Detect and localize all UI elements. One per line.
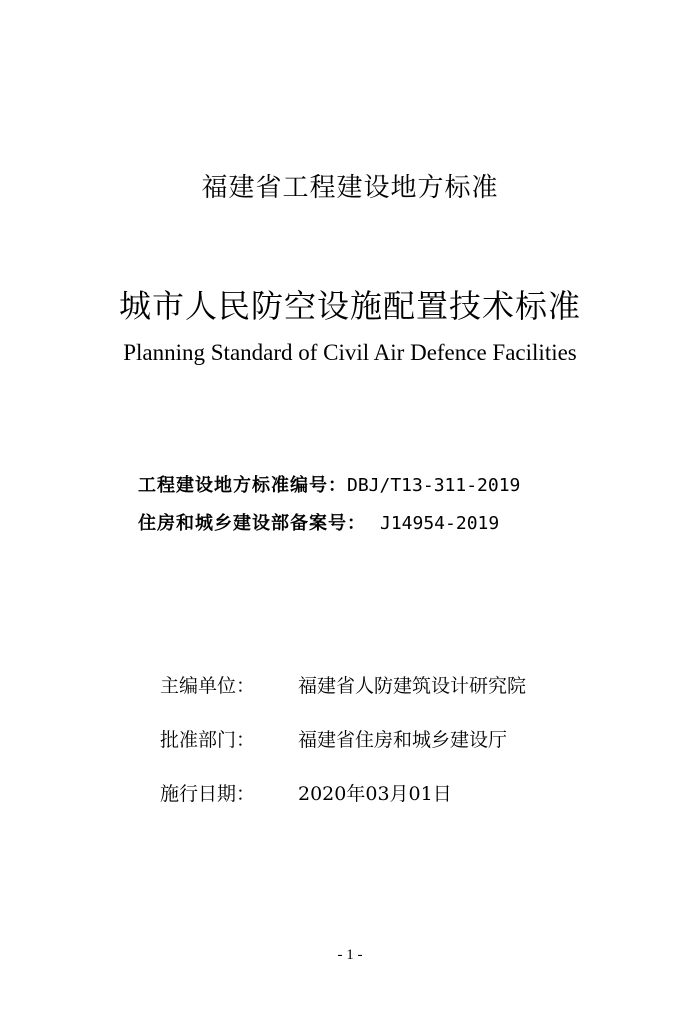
- page-number: - 1 -: [337, 947, 363, 963]
- standard-codes: [138, 470, 520, 546]
- filing-number-row: [138, 508, 520, 546]
- document-title: 城市人民防空设施配置技术标准: [118, 287, 581, 325]
- standard-number-row: [138, 470, 520, 508]
- chief-editor-row: [160, 666, 526, 720]
- standard-number-value: DBJ/T13-311-2019: [347, 475, 521, 496]
- standard-number-label: 工程建设地方标准编号：: [138, 475, 347, 496]
- approval-department-label: 批准部门：: [160, 729, 256, 751]
- approval-department-value: 福建省住房和城乡建设厅: [298, 729, 508, 751]
- effective-date-label: 施行日期：: [160, 783, 256, 805]
- publication-info: [160, 666, 526, 828]
- effective-date-value: 2020年03月01日: [298, 783, 452, 805]
- chief-editor-label: 主编单位：: [160, 675, 256, 697]
- effective-date-row: [160, 774, 526, 828]
- series-title: 福建省工程建设地方标准: [201, 173, 499, 203]
- document-title-english: Planning Standard of Civil Air Defence Facilities: [123, 340, 577, 365]
- chief-editor-value: 福建省人防建筑设计研究院: [298, 675, 527, 697]
- approval-department-row: [160, 720, 526, 774]
- filing-number-value: J14954-2019: [380, 513, 500, 534]
- filing-number-label: 住房和城乡建设部备案号：: [138, 513, 366, 534]
